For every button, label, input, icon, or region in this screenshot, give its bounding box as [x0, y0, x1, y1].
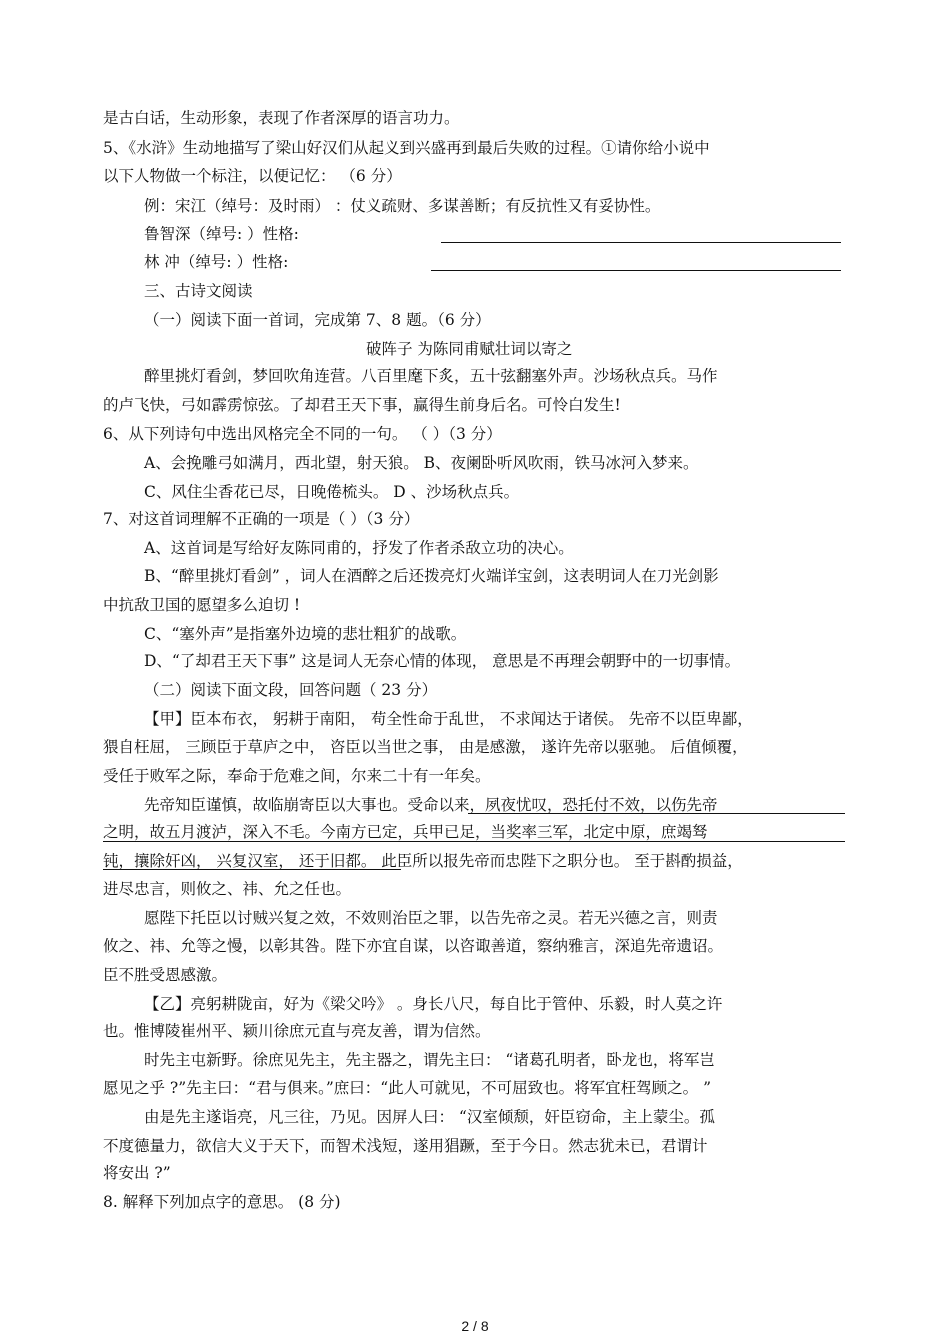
poem-title: 破阵子 为陈同甫赋壮词以寄之: [366, 340, 573, 358]
question-7: 7、对这首词理解不正确的一项是（ ）（3 分）: [103, 510, 420, 528]
text-line: 也。惟博陵崔州平、颍川徐庶元直与亮友善，谓为信然。: [103, 1022, 491, 1040]
page-number: 2 / 8: [461, 1318, 489, 1334]
answer-underline: [441, 242, 841, 243]
text-line: 中抗敌卫国的愿望多么迫切 !: [103, 596, 301, 614]
text-line: 林 冲（绰号: ）性格:: [144, 253, 289, 271]
section-heading: 三、古诗文阅读: [144, 282, 253, 300]
text-line: 5、《水浒》生动地描写了梁山好汉们从起义到兴盛再到最后失败的过程。①请你给小说中: [103, 139, 710, 157]
text-line: 猥自枉屈， 三顾臣于草庐之中， 咨臣以当世之事， 由是感激， 遂许先帝以驱驰。 后值倾覆，: [103, 738, 748, 756]
option-line: A、会挽雕弓如满月，西北望，射天狼。 B、夜阑卧听风吹雨，铁马冰河入梦来。: [144, 454, 699, 472]
text-line: 例：宋江（绰号：及时雨） ：仗义疏财、多谋善断；有反抗性又有妥协性。: [144, 197, 661, 215]
option-line: B、“醉里挑灯看剑” ，词人在酒醉之后还拨亮灯火端详宝剑，这表明词人在刀光剑影: [144, 567, 719, 585]
text-line: 愿见之乎 ?”先主曰：“君与俱来。”庶曰：“此人可就见，不可屈致也。将军宜枉驾顾之。 ”: [103, 1079, 712, 1097]
text-line: 的卢飞快，弓如霹雳惊弦。了却君王天下事，赢得生前身后名。可怜白发生!: [103, 396, 621, 414]
option-line: A、这首词是写给好友陈同甫的，抒发了作者杀敌立功的决心。: [144, 539, 574, 557]
text-line: （二）阅读下面文段，回答问题（ 23 分）: [144, 681, 438, 699]
text-line: 【乙】亮躬耕陇亩，好为《梁父吟》 。身长八尺，每自比于管仲、乐毅，时人莫之许: [144, 995, 723, 1013]
text-line: 以下人物做一个标注，以便记忆： （6 分）: [103, 167, 402, 185]
text-line: 钝，攘除奸凶， 兴复汉室， 还于旧都。 此臣所以报先帝而忠陛下之职分也。 至于斟酌损益，: [103, 852, 743, 870]
text-line: 是古白话，生动形象，表现了作者深厚的语言功力。: [103, 109, 460, 127]
text-line: （一）阅读下面一首词，完成第 7、8 题。（6 分）: [144, 311, 491, 329]
text-underline: [103, 841, 845, 842]
question-6: 6、从下列诗句中选出风格完全不同的一句。 （ ）（3 分）: [103, 425, 502, 443]
option-line: D、“了却君王天下事” 这是词人无奈心情的体现， 意思是不再理会朝野中的一切事情。: [144, 652, 741, 670]
option-line: C、风住尘香花已尽，日晚倦梳头。 D 、沙场秋点兵。: [144, 483, 520, 501]
text-line: 先帝知臣谨慎，故临崩寄臣以大事也。受命以来，夙夜忧叹，恐托付不效，以伤先帝: [144, 796, 718, 814]
text-line: 由是先主遂诣亮，凡三往，乃见。因屏人曰： “汉室倾颓，奸臣窃命，主上蒙尘。孤: [144, 1108, 715, 1126]
text-line: 之明，故五月渡泸，深入不毛。今南方已定，兵甲已足，当奖率三军，北定中原，庶竭驽: [103, 823, 708, 841]
option-line: C、“塞外声”是指塞外边境的悲壮粗犷的战歌。: [144, 625, 467, 643]
text-line: 醉里挑灯看剑，梦回吹角连营。八百里麾下炙，五十弦翻塞外声。沙场秋点兵。马作: [144, 367, 718, 385]
text-line: 不度德量力，欲信大义于天下，而智术浅短，遂用猖蹶，至于今日。然志犹未已，君谓计: [103, 1137, 708, 1155]
text-line: 受任于败军之际，奉命于危难之间，尔来二十有一年矣。: [103, 767, 491, 785]
text-line: 时先主屯新野。徐庶见先主，先主器之，谓先主曰： “诸葛孔明者，卧龙也，将军岂: [144, 1051, 715, 1069]
text-line: 攸之、祎、允等之慢，以彰其咎。陛下亦宜自谋，以咨诹善道，察纳雅言，深追先帝遗诏。: [103, 937, 724, 955]
text-line: 将安出 ?”: [103, 1164, 171, 1182]
text-underline: [103, 869, 401, 870]
text-line: 鲁智深（绰号: ）性格:: [144, 225, 299, 243]
text-line: 臣不胜受恩感激。: [103, 966, 228, 984]
text-underline: [468, 813, 845, 814]
text-line: 【甲】臣本布衣， 躬耕于南阳， 苟全性命于乱世， 不求闻达于诸侯。 先帝不以臣卑鄙，: [144, 710, 753, 728]
text-line: 愿陛下托臣以讨贼兴复之效，不效则治臣之罪，以告先帝之灵。若无兴德之言，则责: [144, 909, 718, 927]
question-8: 8. 解释下列加点字的意思。 (8 分): [103, 1193, 341, 1211]
answer-underline: [431, 270, 841, 271]
text-line: 进尽忠言，则攸之、祎、允之任也。: [103, 880, 352, 898]
